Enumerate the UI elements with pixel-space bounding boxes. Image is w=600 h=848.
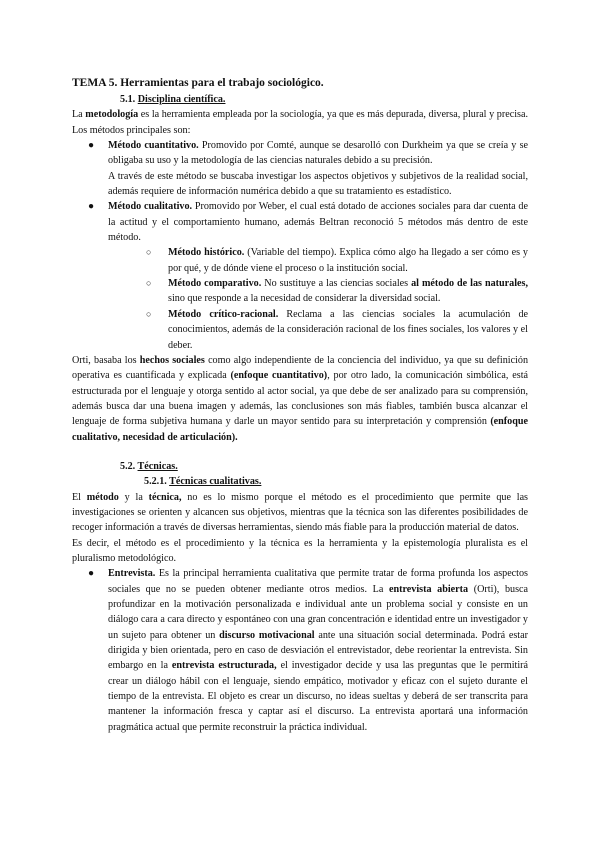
- bold-term: método: [86, 491, 119, 503]
- bold-term: entrevista abierta: [388, 583, 469, 595]
- text-run: el investigador decide y usa las preguntas que le permitirá crear un diálogo hábil con el lenguaje, siendo empático, motivador y eficaz con el sujeto durante el tiempo de la entrevista. El objeto es crear un discurso, no ideas sueltas y deberá de ser transcrita para mantener la información fresca y captar así el discurso. La entrevista aportará una información pragmática actual que permite reconstruir la práctica individual.: [108, 660, 528, 733]
- pluralismo-paragraph: Es decir, el método es el procedimiento y la técnica es la herramienta y la epistemología pluralista es el pluralismo metodológico.: [72, 537, 528, 564]
- list-item-text: [108, 199, 528, 245]
- bold-term: Método histórico.: [168, 247, 245, 259]
- bold-term: metodología: [85, 109, 139, 121]
- bold-term: (enfoque cualitativo, necesidad de articulación).: [72, 416, 528, 443]
- text-run: (Orti), busca profundizar en la motivación personalizada e individual ante un problema social y consiste en un diálogo cara a cara directo y espontáneo con una gran concentración e identidad entre un investigador y un sujeto para obtener un: [108, 583, 528, 641]
- text-run: ante una situación social determinada. Podrá estar dirigida y bien orientada, pero en caso de desviación el entrevistador, debe reorientar la entrevista. Sin embargo en la: [108, 629, 528, 672]
- text-run: sino que responde a la necesidad de considerar la diversidad social.: [168, 293, 441, 305]
- metodo-tecnica-paragraph: [72, 490, 528, 536]
- page-title: TEMA 5. Herramientas para el trabajo sociológico.: [72, 77, 324, 89]
- spacer: [72, 445, 528, 459]
- document-page: [72, 76, 528, 735]
- text-run: Orti, basaba los: [72, 354, 140, 366]
- bold-term: Método comparativo.: [168, 278, 262, 290]
- text-run: El: [72, 491, 87, 503]
- text-run: , por otro lado, la comunicación simbólica, está estructurada por el lenguaje y otorga sentido al actor social, ya que debe de ser analizado para su comprensión, además busca dar una buena imagen y además, las conclusiones son más fiables, también busca alcanzar el lenguaje de forma subjetiva humana y darle un mayor sentido para su interpretación y comprensión: [72, 370, 528, 428]
- bold-term: (enfoque cuantitativo): [230, 370, 328, 382]
- list-item-text: [108, 138, 528, 169]
- bold-term: entrevista estructurada,: [171, 660, 277, 672]
- text-run: La: [72, 109, 86, 121]
- subsection-heading-5-2-1: [144, 474, 528, 489]
- text-run: no es lo mismo porque el método es el procedimiento que permite que las investigaciones se orienten y alcancen sus objetivos, mientras que la técnica son las diferentes posibilidades de recoger información a través de diversas herramientas, siendo más fiable para la producción material de datos.: [72, 491, 528, 534]
- text-run: Promovido por Comté, aunque se desarolló con Durkheim ya que se creía y se obligaba su uso y la metodología de las ciencias naturales debido a su precisión.: [108, 140, 528, 167]
- list-item-extra: A través de este método se buscaba investigar los aspectos objetivos y subjetivos de la realidad social, además requiere de información numérica debido a que su tratamiento es estadístico.: [108, 170, 528, 198]
- bold-term: discurso motivacional: [219, 629, 315, 641]
- sub-item-comparativo: [146, 276, 528, 307]
- text-run: es la herramienta empleada por la sociología, ya que es más depurada, diversa, plural y precisa. Los métodos principales son:: [72, 109, 528, 136]
- text-run: No sustituye a las ciencias sociales: [261, 278, 412, 290]
- bold-term: hechos sociales: [139, 354, 205, 366]
- section-number: 5.2.: [120, 460, 138, 472]
- bullet-icon: ●: [88, 568, 95, 580]
- bold-term: técnica,: [148, 491, 182, 503]
- orti-paragraph: [72, 353, 528, 445]
- section-heading-5-2: [120, 459, 528, 474]
- methods-list: [72, 138, 528, 245]
- circle-bullet-icon: ○: [146, 278, 152, 289]
- sub-item-text: [168, 245, 528, 276]
- bold-term: Método cuantitativo.: [108, 140, 199, 152]
- text-run: Reclama a las ciencias sociales la acumulación de conocimientos, además de la consideración racional de los fines sociales, los valores y el deber.: [168, 308, 529, 351]
- sub-item-historico: [146, 245, 528, 276]
- text-run: como algo independiente de la conciencia del individuo, ya que su definición operativa es cuantificada y explicada: [72, 354, 529, 382]
- section-number: 5.2.1.: [144, 476, 170, 488]
- bold-term: Método crítico-racional.: [168, 308, 279, 320]
- list-item-text: [108, 566, 528, 735]
- bullet-icon: ●: [88, 140, 95, 152]
- techniques-list: [72, 566, 528, 735]
- text-run: Promovido por Weber, el cual está dotado de acciones sociales para dar cuenta de la actitud y el comportamiento humano, además Beltran reconoció 5 métodos más dentro de este método.: [108, 201, 528, 244]
- bold-term: Entrevista.: [108, 568, 156, 580]
- list-item-entrevista: [88, 566, 528, 735]
- text-run: Es la principal herramienta cualitativa que permite tratar de forma profunda los aspectos sociales que no se pueden obtener mediante otros medios. La: [108, 568, 528, 595]
- circle-bullet-icon: ○: [146, 247, 152, 258]
- circle-bullet-icon: ○: [146, 308, 152, 319]
- intro-paragraph: [72, 107, 528, 138]
- text-run: (Variable del tiempo). Explica cómo algo ha llegado a ser cómo es y por qué, y de dónde viene el proceso o la institución social.: [168, 247, 528, 274]
- sub-methods-list: [72, 245, 528, 352]
- list-item-cualitativo: [88, 199, 528, 245]
- text-run: y la: [118, 491, 149, 503]
- sub-item-text: [168, 276, 528, 307]
- bold-term: al método de las naturales,: [411, 278, 528, 290]
- bold-term: Método cualitativo.: [108, 201, 193, 213]
- sub-item-critico-racional: [146, 307, 529, 353]
- sub-item-text: [168, 307, 528, 353]
- bullet-icon: ●: [88, 201, 95, 213]
- list-item-cuantitativo: [88, 138, 528, 199]
- section-title: Disciplina científica.: [137, 94, 226, 105]
- section-heading-5-1: [120, 92, 528, 107]
- section-title: Técnicas.: [137, 460, 178, 472]
- section-title: Técnicas cualitativas.: [169, 476, 262, 488]
- section-number: 5.1.: [120, 94, 138, 105]
